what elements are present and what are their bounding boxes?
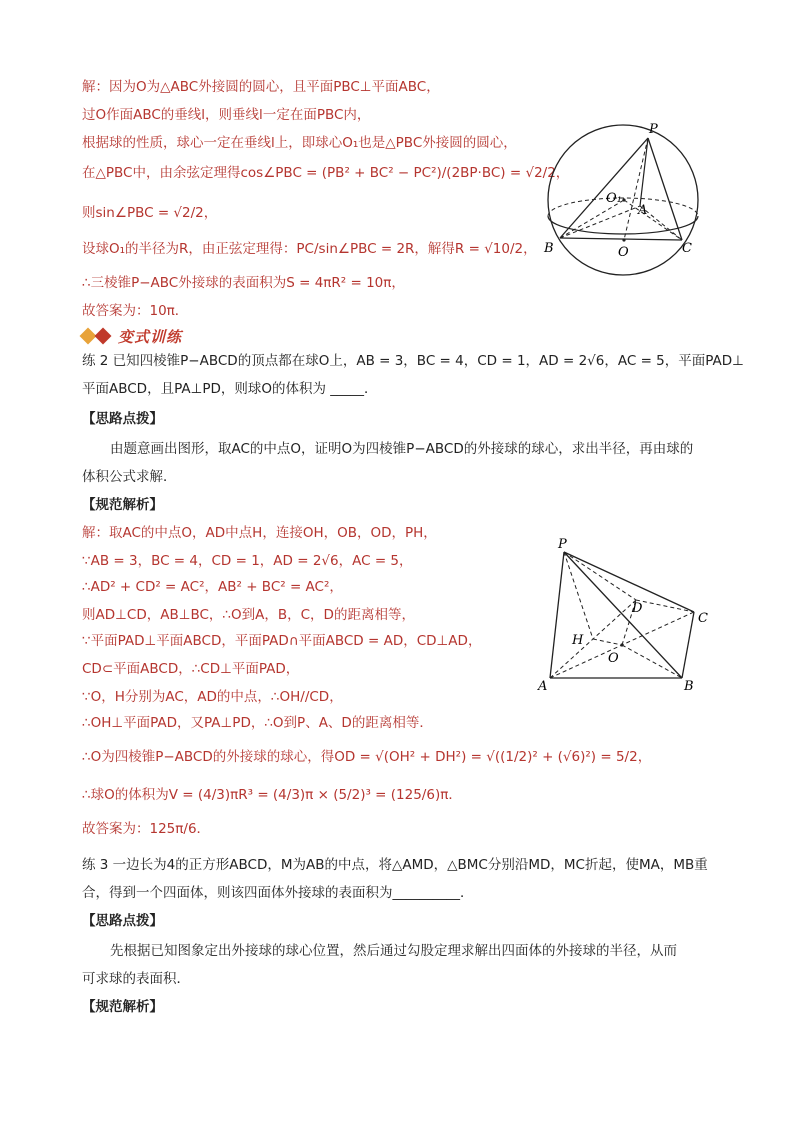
ex1-line-6: 设球O₁的半径为R，由正弦定理得：PC/sin∠PBC = 2R，解得R = √10/2， — [82, 241, 537, 257]
ex1-line-3: 根据球的性质，球心一定在垂线l上，即球心O₁也是△PBC外接圆的圆心， — [82, 135, 517, 151]
ex1-line-5: 则sin∠PBC = √2/2， — [82, 205, 218, 221]
fig2-label-P: P — [558, 537, 567, 552]
ex1-line-7: ∴三棱锥P−ABC外接球的表面积为S = 4πR² = 10π， — [82, 275, 405, 291]
ex2-solution-line-10: ∴球O的体积为V = (4/3)πR³ = (4/3)π × (5/2)³ = (125/6)π． — [82, 787, 462, 803]
ex2-solution-heading: 【规范解析】 — [82, 497, 163, 513]
ex2-solution-line-1: 解：取AC的中点O，AD中点H，连接OH，OB，OD，PH， — [82, 525, 437, 541]
fig1-label-P: P — [649, 122, 658, 137]
ex2-solution-line-8: ∴OH⊥平面PAD，又PA⊥PD，∴O到P、A、D的距离相等． — [82, 715, 433, 731]
ex2-answer: 故答案为：125π/6． — [82, 821, 211, 837]
ex3-question-line-2: 合，得到一个四面体，则该四面体外接球的表面积为__________． — [82, 885, 474, 901]
fig1-label-B: B — [544, 241, 554, 256]
ex2-solution-line-3: ∴AD² + CD² = AC²，AB² + BC² = AC²， — [82, 579, 343, 595]
figure-pyramid — [536, 536, 716, 696]
banner-title: 变式训练 — [118, 327, 183, 346]
ex3-hint-heading: 【思路点拨】 — [82, 913, 163, 929]
figure-sphere-tetrahedron — [536, 118, 716, 278]
fig1-label-O: O — [618, 245, 629, 260]
ex3-hint-line-2: 可求球的表面积． — [82, 971, 190, 987]
ex1-line-2: 过O作面ABC的垂线l，则垂线l一定在面PBC内， — [82, 107, 371, 123]
fig2-label-B: B — [684, 679, 694, 694]
fig2-label-O: O — [608, 651, 619, 666]
variant-training-banner — [82, 324, 182, 348]
ex2-solution-line-2: ∵AB = 3，BC = 4，CD = 1，AD = 2√6，AC = 5， — [82, 553, 413, 569]
ex3-solution-heading: 【规范解析】 — [82, 999, 163, 1015]
ex2-solution-line-5: ∵平面PAD⊥平面ABCD，平面PAD∩平面ABCD = AD，CD⊥AD， — [82, 633, 482, 649]
fig1-label-O1: O₁ — [606, 191, 622, 206]
ex2-solution-line-7: ∵O，H分别为AC，AD的中点，∴OH//CD， — [82, 689, 343, 705]
ex3-hint-line-1: 先根据已知图象定出外接球的球心位置，然后通过勾股定理求解出四面体的外接球的半径，从而 — [110, 943, 677, 959]
ex2-question-line-1: 练 2 已知四棱锥P−ABCD的顶点都在球O上，AB = 3，BC = 4，CD = 1，AD = 2√6，AC = 5，平面PAD⊥ — [82, 353, 744, 369]
ex2-question-line-2: 平面ABCD，且PA⊥PD，则球O的体积为 _____． — [82, 381, 378, 397]
ex2-hint-heading: 【思路点拨】 — [82, 411, 163, 427]
fig2-label-H: H — [572, 633, 584, 648]
ex1-answer: 故答案为：10π． — [82, 303, 189, 319]
ex3-question-line-1: 练 3 一边长为4的正方形ABCD，M为AB的中点，将△AMD，△BMC分别沿MD，MC折起，使MA，MB重 — [82, 857, 708, 873]
ex2-solution-line-9: ∴O为四棱锥P−ABCD的外接球的球心，得OD = √(OH² + DH²) = √((1/2)² + (√6)²) = 5/2， — [82, 749, 652, 765]
ex1-line-4: 在△PBC中，由余弦定理得cos∠PBC = (PB² + BC² − PC²)/(2BP·BC) = √2/2， — [82, 165, 570, 181]
fig1-label-A: A — [638, 203, 648, 218]
fig2-label-D: D — [632, 601, 643, 616]
ex2-solution-line-4: 则AD⊥CD，AB⊥BC，∴O到A，B，C，D的距离相等， — [82, 607, 415, 623]
fig2-label-A: A — [538, 679, 548, 694]
ex1-line-1: 解：因为O为△ABC外接圆的圆心，且平面PBC⊥平面ABC， — [82, 79, 440, 95]
fig1-label-C: C — [682, 241, 692, 256]
diamond-icon — [95, 328, 112, 345]
ex2-hint-line-2: 体积公式求解． — [82, 469, 177, 485]
fig2-label-C: C — [698, 611, 708, 626]
ex2-hint-line-1: 由题意画出图形，取AC的中点O，证明O为四棱锥P−ABCD的外接球的球心，求出半径，再由球的 — [110, 441, 694, 457]
ex2-solution-line-6: CD⊂平面ABCD，∴CD⊥平面PAD， — [82, 661, 300, 677]
